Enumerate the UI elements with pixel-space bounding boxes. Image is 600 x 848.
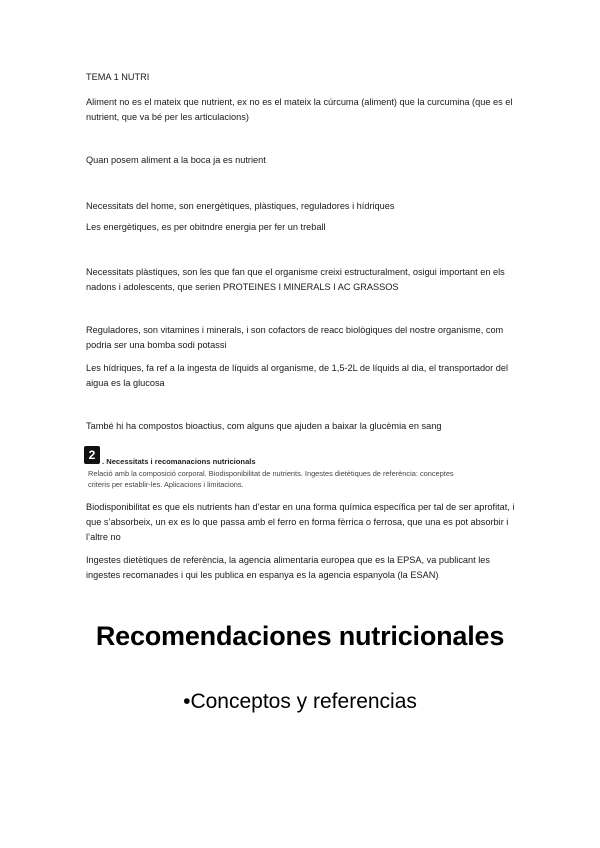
paragraph-bioactius: També hi ha compostos bioactius, com alguns que ajuden a baixar la glucèmia en sang [86, 421, 442, 431]
paragraph-plastiques: Necessitats plàstiques, son les que fan que el organisme creixi estructuralment, osigui important en els nadons i adolescents, que serien PROTEINES I MINERALS I AC GRASSOS [86, 267, 505, 292]
paragraph-reguladores: Reguladores, son vitamines i minerals, i son cofactors de reacc biològiques del nostre organisme, com podria ser una bomba sodi potassi [86, 325, 504, 350]
paragraph-aliment-nutrient: Aliment no es el mateix que nutrient, ex no es el mateix la cúrcuma (aliment) que la curcumina (que es el nutrient, que va bé per les articulacions) [86, 97, 513, 122]
paragraph-hidriques: Les hídriques, fa ref a la ingesta de líquids al organisme, de 1,5-2L de líquids al dia, el transportador del aigua es la glucosa [86, 363, 509, 388]
paragraph-necessitats: Necessitats del home, son energètiques, plàstiques, reguladores i hídriques [86, 201, 395, 211]
paragraph-ingestes: Ingestes dietètiques de referència, la agencia alimentaria europea que es la EPSA, va publicant les ingestes recomanades i qui les publica en espanya es la agencia espanyola (la ESAN) [86, 555, 490, 580]
embedded-slide-line-2: criteris per establir-les. Aplicacions i limitacions. [88, 480, 244, 489]
paragraph-energetiques: Les energètiques, es per obitndre energia per fer un treball [86, 222, 326, 232]
paragraph-aliment-boca: Quan posem aliment a la boca ja es nutrient [86, 155, 266, 165]
embedded-slide-title: . Necessitats i recomanacions nutricionals [102, 457, 256, 466]
embedded-slide-number: 2 [84, 446, 100, 464]
document-heading: TEMA 1 NUTRI [86, 72, 150, 82]
paragraph-biodisponibilitat: Biodisponibilitat es que els nutrients han d’estar en una forma química específica per tal de ser aprofitat, i que s’absorbeix, un ex es lo que passa amb el ferro en forma fèrrica o ferrosa, que una es pot absorbir i l’altre no [86, 502, 515, 542]
slide-bullet: •Conceptos y referencias [183, 690, 417, 713]
embedded-slide-snippet [84, 444, 524, 494]
embedded-slide-line-1: Relació amb la composició corporal. Biodisponibilitat de nutrients. Ingestes dietètiques de referència: conceptes [88, 469, 454, 478]
slide-title: Recomendaciones nutricionales [95, 621, 505, 651]
